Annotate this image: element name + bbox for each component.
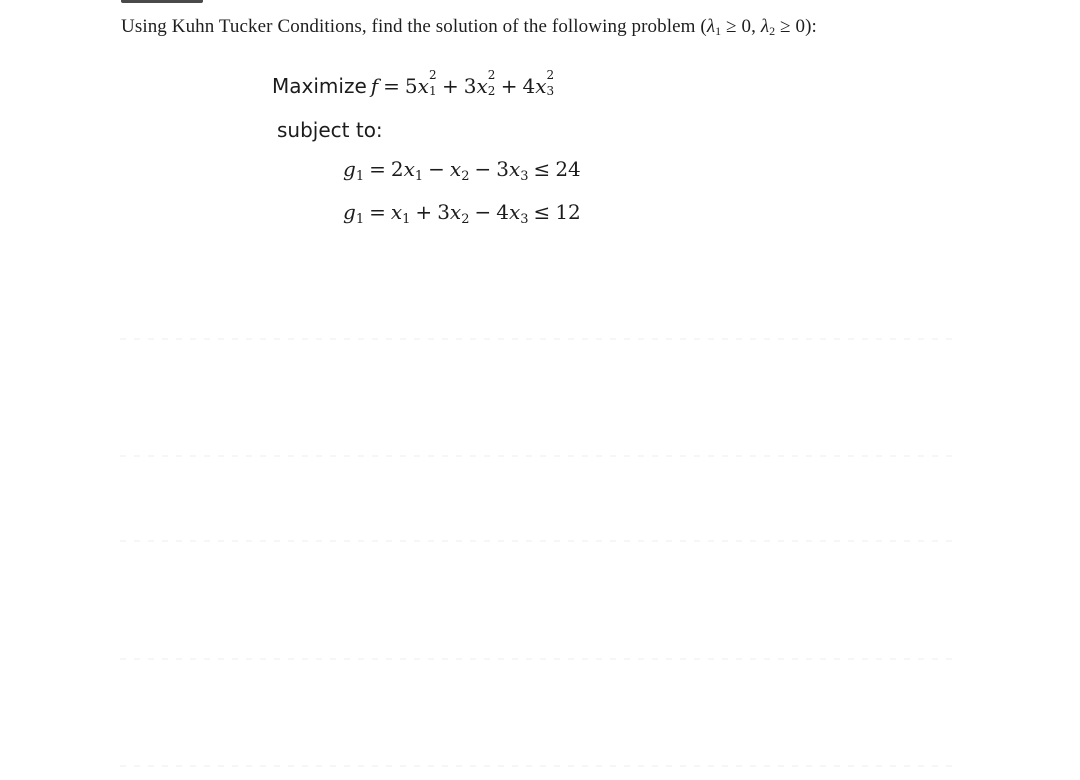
g-symbol: g [343,157,356,181]
term2-coef: 3 [463,74,477,98]
a-var: x [390,200,403,224]
term1-sub: 1 [428,84,437,98]
faint-artifact [120,658,956,660]
b-var: x [449,200,462,224]
intro-text: Using Kuhn Tucker Conditions, find the solution of the following problem ( [121,16,707,37]
a-coef: 2 [390,157,404,181]
b-var: x [449,157,462,181]
operator-2: − [474,200,492,224]
intro-mid: ≥ 0, [721,16,761,37]
subject-to-label: subject to: [277,118,383,142]
plus-2: + [500,74,518,98]
term3-sup: 2 [546,68,555,82]
term3-sub: 3 [546,84,555,98]
lambda-2-sub: 2 [769,24,776,38]
term3-coef: 4 [522,74,536,98]
c-sub: 3 [520,212,529,227]
relation-sign: ≤ [533,200,551,224]
operator-1: + [415,200,433,224]
f-symbol: f [370,74,379,98]
constraint-1 [343,157,581,184]
equals-sign: = [369,200,386,224]
operator-2: − [474,157,492,181]
lambda-1: λ [706,16,716,37]
term2-sub: 2 [487,84,496,98]
c-coef: 3 [496,157,509,181]
relation-sign: ≤ [533,157,551,181]
c-coef: 4 [496,200,509,224]
term1-coef: 5 [404,74,418,98]
faint-artifact [120,765,956,767]
lambda-2: λ [760,16,770,37]
intro-end: ≥ 0): [775,16,817,37]
a-sub: 1 [402,212,411,227]
g-sub: 1 [355,169,365,184]
faint-artifact [120,455,956,457]
b-sub: 2 [461,169,470,184]
c-sub: 3 [520,169,529,184]
rhs-value: 12 [555,200,581,224]
faint-artifact [120,540,956,542]
term2-sup: 2 [487,68,496,82]
equals-sign: = [369,157,386,181]
maximize-label: Maximize [272,74,367,98]
b-coef: 3 [437,200,450,224]
term1-sup: 2 [428,68,437,82]
c-var: x [508,157,521,181]
c-var: x [508,200,521,224]
lambda-1-sub: 1 [715,24,722,38]
term3-var: x [535,74,547,98]
constraint-2 [343,200,581,227]
problem-statement [121,16,817,39]
term1-var: x [417,74,429,98]
plus-1: + [441,74,459,98]
b-sub: 2 [461,212,470,227]
a-var: x [403,157,415,181]
g-symbol: g [343,200,356,224]
rhs-value: 24 [555,157,581,181]
term2-var: x [476,74,488,98]
equals-sign: = [383,74,400,98]
faint-artifact [120,338,956,340]
g-sub: 1 [355,212,365,227]
operator-1: − [428,157,445,181]
cropped-heading-fragment [121,0,203,3]
objective-function [272,68,555,98]
a-sub: 1 [414,169,424,184]
